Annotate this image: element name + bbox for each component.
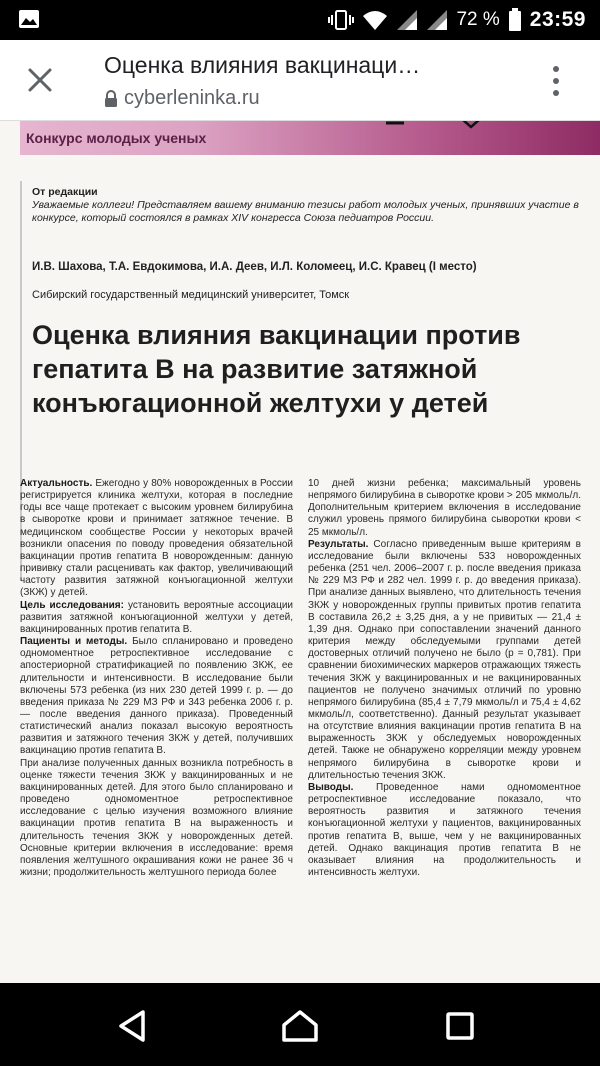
browser-toolbar [0,40,600,121]
section-label: Результаты. [308,538,369,550]
navigation-bar [0,983,600,1066]
section-label: Выводы. [308,781,354,793]
section-banner-label: Конкурс молодых ученых [26,130,207,146]
authors: И.В. Шахова, Т.А. Евдокимова, И.А. Деев, И.Л. Коломеец, И.С. Кравец (I место) [32,261,477,273]
clock: 23:59 [529,8,586,31]
section-label: Пациенты и методы. [20,636,128,648]
affiliation: Сибирский государственный медицинский университет, Томск [32,289,350,301]
url-bar[interactable] [104,87,260,110]
paragraph [20,636,293,758]
section-banner [20,121,600,155]
text-column-left [20,478,293,879]
vibrate-icon [328,9,354,31]
download-icon [384,121,406,129]
image-icon [18,9,40,29]
close-icon [460,121,482,129]
url-text: cyberleninka.ru [124,87,260,109]
signal-icon [396,9,418,31]
status-bar [0,0,600,40]
close-icon[interactable] [22,62,58,98]
text-column-right [308,478,581,879]
more-vert-icon[interactable] [548,64,564,98]
section-text: 10 дней жизни ребенка; максимальный уровень непрямого билирубина в сыворотке крови > 205 мкмоль/л. Дополнительным критерием включения в исследование служил уровень прямого билирубина сыворотки крови < 25 мкмоль/л. [308,478,581,538]
paragraph [308,539,581,782]
page-title: Оценка влияния вакцинаци… [104,52,421,78]
lock-icon [104,90,118,108]
paragraph [20,478,293,600]
paragraph [20,600,293,636]
article-title: Оценка влияния вакцинации против гепатита В на развитие затяжной конъюгационной желтухи у детей [32,320,521,418]
editorial-text: Уважаемые коллеги! Представляем вашему вниманию тезисы работ молодых ученых, принявших участие в конкурсе, который состоялся в рамках XIV конгресса Союза педиатров России. [32,199,579,224]
section-text: При анализе полученных данных возникла потребность в оценке тяжести течения ЗКЖ у вакцинированных и не вакцинированных детей. Для этого было спланировано и проведено одномоментное ретроспективное исследование с целью изучения возможного влияние вакцинации против гепатита В на выраженность и длительность течения ЗКЖ у новорожденных детей. Основные критерии включения в исследование: время появления желтушного окрашивания кожи не ранее 36 ч жизни; продолжительность желтушного периода более [20,757,293,878]
section-text: Согласно приведенным выше критериям в исследование были включены 533 новорожденных ребенка (251 чел. 2006–2007 г. р. после введения приказа № 229 МЗ РФ и 282 чел. 1999 г. р. до введения приказа). При анализе данных выявлено, что длительность течения ЗКЖ у новорожденных группы привитых против гепатита В составила 26,2 ± 3,25 дня, а у не привитых — 21,4 ± 1,39 дня. Однако при сопоставлении значений данного критерия между обследуемыми группами детей достоверных отличий получено не было (p = 0,781). При сравнении биохимических маркеров отражающих тяжесть течения ЗКЖ у вакцинированных и не вакцинированных пациентов не получено значимых отличий по уровню непрямого билирубина (85,4 ± 7,79 мкмоль/л и 75,4 ± 4,62 мкмоль/л, соответственно). Данный результат указывает на отсутствие влияния вакцинации против гепатита В на выраженность ЗКЖ у обследуемых новорожденных детей. Также не обнаружено корреляции между уровнем непрямого билирубина в сыворотке крови и длительностью течения ЗКЖ. [308,538,581,781]
paragraph [308,782,581,879]
section-label: Актуальность. [20,478,93,489]
section-text: Было спланировано и проведено одномоментное ретроспективное исследование с апостериорной стратификацией по появлению ЗКЖ, ее длительности и интенсивности. В исследование были включены 573 ребенка (из них 230 детей 1999 г. р. — до введения приказа № 229 МЗ РФ и 343 ребенка 2006 г. р. — после введения данного приказа). Проведенный статистический анализ показал высокую вероятность развития и затяжного течения ЗКЖ у детей, получивших вакцинацию против гепатита В. [20,636,293,757]
paragraph [20,758,293,880]
section-text: установить вероятные ассоциации развития затяжной конъюгационной желтухи у детей, вакцинированных против гепатита В. [20,599,293,635]
back-icon[interactable] [113,1009,153,1043]
editorial-heading: От редакции [32,186,98,198]
section-label: Цель исследования: [20,599,124,611]
paragraph [308,478,581,539]
wifi-icon [362,9,388,31]
recents-icon[interactable] [440,1009,480,1043]
battery-percent: 72 % [456,9,500,30]
section-text: Ежегодно у 80% новорожденных в России регистрируется клиника желтухи, которая в последние годы все чаще протекает с высоким уровнем билирубина в сыворотке крови и принимает затяжное течение. В медицинском сообществе России у некоторых врачей возникли опасения по поводу проведения обязательной вакцинации против гепатита В новорожденным: данную прививку стали расценивать как фактор, увеличивающий частоту развития затяжной конъюгационной желтухи (ЗКЖ) у детей. [20,478,293,599]
section-text: Проведенное нами одномоментное ретроспективное исследование показало, что вероятность развития и затяжного течения конъюгационной желтухи у пациентов, вакцинированных против гепатита В, выше, чем у не вакцинированных детей. Однако вакцинация против гепатита В не оказывает влияния на продолжительность и интенсивность желтухи. [308,781,581,878]
signal-icon [426,9,448,31]
document-page[interactable] [0,121,600,983]
home-icon[interactable] [280,1009,320,1043]
battery-icon [508,8,522,32]
